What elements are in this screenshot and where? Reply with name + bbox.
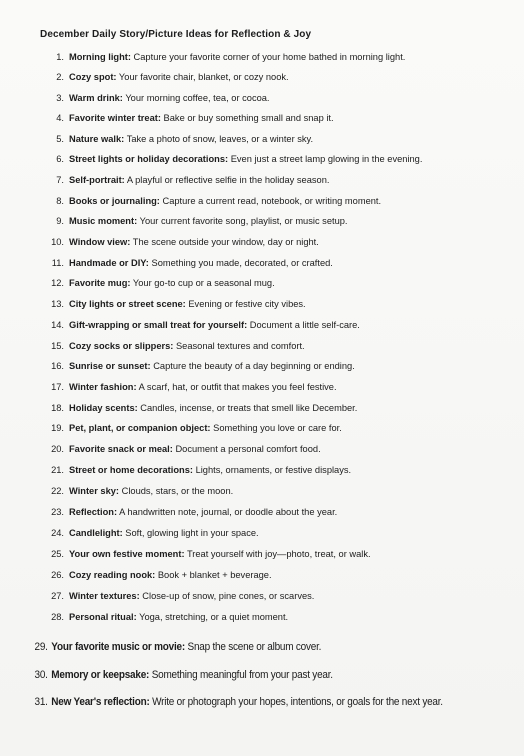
- item-number: 19.: [51, 423, 64, 433]
- item-description: Candles, incense, or treats that smell like December.: [137, 403, 358, 413]
- list-item: [0, 506, 337, 518]
- item-term: Holiday scents:: [69, 403, 138, 413]
- list-item: [0, 695, 443, 709]
- item-number: 8.: [56, 196, 64, 206]
- item-term: Self-portrait:: [69, 175, 125, 185]
- list-item: [0, 71, 289, 83]
- item-number: 12.: [51, 278, 64, 288]
- item-term: Street lights or holiday decorations:: [69, 154, 229, 164]
- item-term: Window view:: [69, 237, 131, 247]
- item-number: 3.: [56, 93, 64, 103]
- list-item: [0, 569, 272, 581]
- list-item: [0, 527, 259, 539]
- item-term: Nature walk:: [69, 134, 125, 144]
- item-term: Warm drink:: [69, 93, 123, 103]
- item-term: Reflection:: [69, 507, 118, 517]
- item-term: Morning light:: [69, 52, 131, 62]
- item-term: Your favorite music or movie:: [51, 641, 185, 653]
- item-number: 13.: [51, 299, 64, 309]
- item-description: Write or photograph your hopes, intentions, or goals for the next year.: [149, 696, 443, 708]
- item-description: Take a photo of snow, leaves, or a winter sky.: [124, 134, 314, 144]
- item-term: Favorite mug:: [69, 278, 131, 288]
- item-term: Favorite snack or meal:: [69, 444, 173, 454]
- item-term: Gift-wrapping or small treat for yourself:: [69, 320, 248, 330]
- item-number: 27.: [51, 591, 64, 601]
- item-description: Your favorite chair, blanket, or cozy nook.: [116, 72, 289, 82]
- item-term: Favorite winter treat:: [69, 113, 161, 123]
- list-item: [0, 402, 357, 414]
- item-description: Your current favorite song, playlist, or music setup.: [137, 216, 348, 226]
- item-number: 1.: [56, 52, 64, 62]
- item-description: A scarf, hat, or outfit that makes you feel festive.: [136, 382, 337, 392]
- item-number: 4.: [56, 113, 64, 123]
- item-number: 14.: [51, 320, 64, 330]
- item-description: Your morning coffee, tea, or cocoa.: [122, 93, 270, 103]
- item-description: A handwritten note, journal, or doodle about the year.: [117, 507, 338, 517]
- list-item: [0, 611, 288, 623]
- item-number: 22.: [51, 486, 64, 496]
- list-item: [0, 640, 321, 654]
- item-description: Capture a current read, notebook, or writing moment.: [159, 196, 382, 206]
- item-description: Something you made, decorated, or crafted.: [148, 258, 333, 268]
- item-description: Snap the scene or album cover.: [184, 641, 322, 653]
- list-item: [0, 133, 313, 145]
- item-term: Cozy spot:: [69, 72, 117, 82]
- item-number: 6.: [56, 154, 64, 164]
- item-description: Capture your favorite corner of your home bathed in morning light.: [130, 52, 406, 62]
- list-item: [0, 277, 275, 289]
- item-term: Sunrise or sunset:: [69, 361, 151, 371]
- item-number: 28.: [51, 612, 64, 622]
- item-number: 11.: [51, 258, 64, 268]
- item-description: Seasonal textures and comfort.: [173, 341, 305, 351]
- list-item: [0, 668, 333, 682]
- item-number: 26.: [51, 570, 64, 580]
- item-description: A playful or reflective selfie in the holiday season.: [124, 175, 330, 185]
- item-term: Pet, plant, or companion object:: [69, 423, 211, 433]
- item-number: 25.: [51, 549, 64, 559]
- list-item: [0, 92, 270, 104]
- item-term: Music moment:: [69, 216, 138, 226]
- item-term: Winter textures:: [69, 591, 140, 601]
- item-description: Lights, ornaments, or festive displays.: [192, 465, 352, 475]
- item-description: Close-up of snow, pine cones, or scarves.: [139, 591, 315, 601]
- list-item: [0, 381, 337, 393]
- item-term: Cozy reading nook:: [69, 570, 156, 580]
- item-number: 15.: [51, 341, 64, 351]
- item-term: Handmade or DIY:: [69, 258, 149, 268]
- list-item: [0, 360, 355, 372]
- item-term: Candlelight:: [69, 528, 123, 538]
- item-term: Memory or keepsake:: [51, 669, 150, 681]
- item-description: Document a little self-care.: [247, 320, 360, 330]
- item-number: 5.: [56, 134, 64, 144]
- item-description: Capture the beauty of a day beginning or ending.: [150, 361, 355, 371]
- item-number: 18.: [51, 403, 64, 413]
- item-number: 23.: [51, 507, 64, 517]
- item-number: 31.: [34, 696, 48, 708]
- list-item: [0, 112, 334, 124]
- list-item: [0, 51, 405, 63]
- item-description: Bake or buy something small and snap it.: [160, 113, 334, 123]
- item-description: Yoga, stretching, or a quiet moment.: [136, 612, 289, 622]
- item-number: 9.: [56, 216, 64, 226]
- item-number: 16.: [51, 361, 64, 371]
- list-item: [0, 257, 333, 269]
- item-description: Something meaningful from your past year.: [149, 669, 333, 681]
- item-term: Winter sky:: [69, 486, 120, 496]
- list-item: [0, 174, 329, 186]
- item-term: City lights or street scene:: [69, 299, 186, 309]
- item-description: Your go-to cup or a seasonal mug.: [130, 278, 275, 288]
- item-number: 21.: [51, 465, 64, 475]
- list-item: [0, 590, 314, 602]
- item-term: Personal ritual:: [69, 612, 137, 622]
- item-number: 20.: [51, 444, 64, 454]
- item-description: Document a personal comfort food.: [172, 444, 321, 454]
- item-number: 29.: [34, 641, 48, 653]
- item-term: New Year's reflection:: [51, 696, 150, 708]
- list-item: [0, 298, 306, 310]
- item-description: Evening or festive city vibes.: [185, 299, 306, 309]
- item-description: Book + blanket + beverage.: [155, 570, 272, 580]
- list-item: [0, 548, 371, 560]
- item-term: Street or home decorations:: [69, 465, 193, 475]
- list-item: [0, 195, 381, 207]
- item-description: Clouds, stars, or the moon.: [119, 486, 234, 496]
- item-number: 7.: [56, 175, 64, 185]
- list-item: [0, 422, 342, 434]
- item-number: 17.: [51, 382, 64, 392]
- item-term: Cozy socks or slippers:: [69, 341, 174, 351]
- document-title: December Daily Story/Picture Ideas for Reflection & Joy: [40, 29, 312, 40]
- item-term: Books or journaling:: [69, 196, 160, 206]
- item-description: Something you love or care for.: [210, 423, 342, 433]
- item-description: The scene outside your window, day or night.: [130, 237, 319, 247]
- item-term: Winter fashion:: [69, 382, 137, 392]
- item-description: Even just a street lamp glowing in the evening.: [228, 154, 423, 164]
- item-number: 24.: [51, 528, 64, 538]
- item-number: 10.: [51, 237, 64, 247]
- list-item: [0, 153, 422, 165]
- item-number: 30.: [34, 669, 48, 681]
- item-description: Soft, glowing light in your space.: [122, 528, 259, 538]
- list-item: [0, 464, 351, 476]
- list-item: [0, 319, 360, 331]
- item-number: 2.: [56, 72, 64, 82]
- list-item: [0, 485, 233, 497]
- item-term: Your own festive moment:: [69, 549, 185, 559]
- list-item: [0, 340, 305, 352]
- list-item: [0, 215, 348, 227]
- list-item: [0, 443, 321, 455]
- list-item: [0, 236, 319, 248]
- item-description: Treat yourself with joy—photo, treat, or walk.: [184, 549, 371, 559]
